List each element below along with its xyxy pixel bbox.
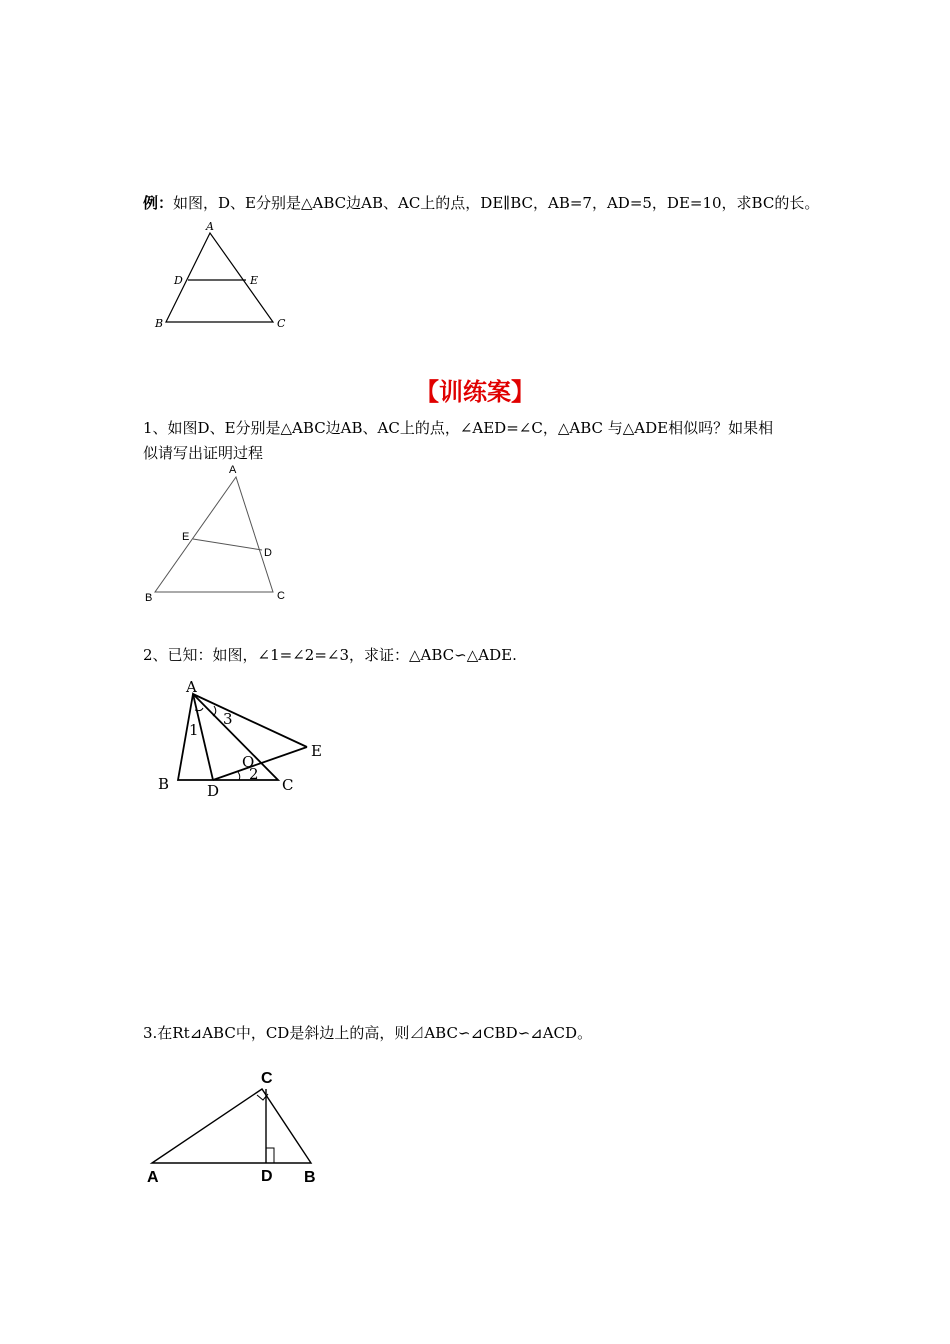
q3-label-d: D	[261, 1168, 273, 1185]
q2-label-a: A	[186, 678, 197, 696]
q3-right-angle-d	[266, 1148, 274, 1163]
q2-label-c: C	[282, 776, 294, 794]
q3-label-c: C	[261, 1070, 273, 1087]
q3-label-a: A	[147, 1169, 159, 1186]
q1-label-c: C	[277, 590, 285, 602]
q2-label-1: 1	[189, 721, 199, 739]
example-prefix: 例：	[143, 194, 174, 212]
example-label-c: C	[277, 317, 286, 330]
q2-angle-arc-2	[238, 772, 240, 780]
q2-label-e: E	[311, 742, 322, 760]
example-label-a: A	[206, 220, 214, 233]
q1-label-e: E	[182, 531, 190, 543]
q1-line1: 1、如图D、E分别是△ABC边AB、AC上的点，∠AED=∠C，△ABC 与△ADE相似吗？如果相	[143, 419, 774, 437]
q3-text: 3.在Rt⊿ABC中，CD是斜边上的高，则⊿ABC∽⊿CBD∽⊿ACD。	[143, 1024, 593, 1042]
q2-segment-ae	[193, 694, 307, 747]
q3-label-b: B	[304, 1169, 316, 1186]
q1-label-a: A	[229, 464, 237, 476]
q3-figure	[152, 1089, 311, 1163]
q1-triangle	[155, 477, 273, 592]
q1-label-d: D	[264, 547, 272, 559]
q2-text: 2、已知：如图，∠1=∠2=∠3，求证：△ABC∽△ADE.	[143, 646, 517, 664]
q2-label-3: 3	[223, 710, 233, 728]
example-label-d: D	[174, 274, 183, 287]
q2-label-2: 2	[249, 765, 259, 783]
q1-label-b: B	[145, 592, 153, 604]
q1-line2: 似请写出证明过程	[143, 444, 264, 462]
q2-label-b: B	[158, 775, 170, 793]
q1-segment-ed	[193, 539, 262, 550]
section-title: 【训练案】	[415, 378, 535, 406]
example-statement: 如图，D、E分别是△ABC边AB、AC上的点，DE∥BC，AB=7，AD=5，DE=10，求BC的长。	[173, 194, 820, 212]
q1-figure	[155, 477, 273, 592]
example-label-b: B	[155, 317, 164, 330]
example-label-e: E	[250, 274, 259, 287]
q2-label-d: D	[207, 782, 220, 800]
q3-triangle	[152, 1089, 311, 1163]
q2-label-o: O	[242, 753, 255, 771]
